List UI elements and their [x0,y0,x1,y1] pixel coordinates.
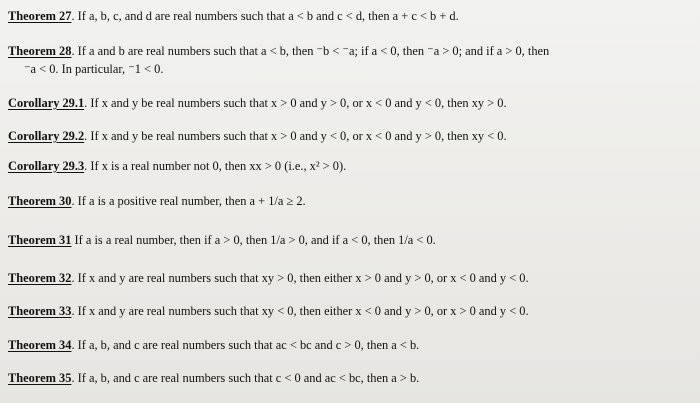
item-statement: If x and y be real numbers such that x > 0 and y < 0, or x < 0 and y > 0, then xy < 0. [90,129,507,143]
item-statement: If x is a real number not 0, then xx > 0 (i.e., x² > 0). [90,159,347,173]
item-statement: If a, b, and c are real numbers such that c < 0 and ac < bc, then a > b. [77,371,420,385]
item-theorem-28-continuation [8,61,694,77]
item-statement: If a, b, and c are real numbers such that ac < bc and c > 0, then a < b. [77,338,420,352]
item-theorem-30: Theorem 30. If a is a positive real number, then a + 1/a ≥ 2. [8,194,306,208]
item-statement: If x and y are real numbers such that xy < 0, then either x < 0 and y > 0, or x > 0 and y < 0. [77,304,529,318]
item-statement: If a, b, c, and d are real numbers such that a < b and c < d, then a + c < b + d. [77,9,459,23]
item-theorem-35: Theorem 35. If a, b, and c are real numbers such that c < 0 and ac < bc, then a > b. [8,371,420,385]
item-corollary-29-1: Corollary 29.1. If x and y be real numbers such that x > 0 and y > 0, or x < 0 and y < 0, then xy > 0. [8,96,507,110]
item-statement-continued: ⁻a < 0. In particular, ⁻1 < 0. [24,62,164,76]
item-theorem-34: Theorem 34. If a, b, and c are real numbers such that ac < bc and c > 0, then a < b. [8,338,420,352]
item-statement: If a is a real number, then if a > 0, then 1/a > 0, and if a < 0, then 1/a < 0. [74,233,436,247]
item-statement: If a and b are real numbers such that a < b, then ⁻b < ⁻a; if a < 0, then ⁻a > 0; and if a > 0, then [77,44,550,58]
item-label: Theorem 31 [8,233,72,247]
item-label: Theorem 28 [8,44,72,58]
item-label: Theorem 35 [8,371,72,385]
item-label: Theorem 30 [8,194,72,208]
item-corollary-29-3: Corollary 29.3. If x is a real number not 0, then xx > 0 (i.e., x² > 0). [8,159,347,173]
item-statement: If x and y are real numbers such that xy > 0, then either x > 0 and y > 0, or x < 0 and y < 0. [77,271,529,285]
item-theorem-31 [8,232,694,248]
item-label: Theorem 32 [8,271,72,285]
item-theorem-32: Theorem 32. If x and y are real numbers such that xy > 0, then either x > 0 and y > 0, or x < 0 and y < 0. [8,271,529,285]
item-label: Corollary 29.3 [8,159,85,173]
item-corollary-29-2: Corollary 29.2. If x and y be real numbers such that x > 0 and y < 0, or x < 0 and y > 0, then xy < 0. [8,129,507,143]
item-label: Corollary 29.2 [8,129,85,143]
item-statement: If a is a positive real number, then a + 1/a ≥ 2. [77,194,306,208]
item-theorem-33: Theorem 33. If x and y are real numbers such that xy < 0, then either x < 0 and y > 0, or x > 0 and y < 0. [8,304,529,318]
item-theorem-28: Theorem 28. If a and b are real numbers such that a < b, then ⁻b < ⁻a; if a < 0, then ⁻a > 0; and if a > 0, then [8,44,550,58]
item-statement: If x and y be real numbers such that x > 0 and y > 0, or x < 0 and y < 0, then xy > 0. [90,96,507,110]
item-label: Theorem 33 [8,304,72,318]
item-label: Corollary 29.1 [8,96,85,110]
item-label: Theorem 27 [8,9,72,23]
item-theorem-27: Theorem 27. If a, b, c, and d are real numbers such that a < b and c < d, then a + c < b + d. [8,9,459,23]
item-label: Theorem 34 [8,338,72,352]
